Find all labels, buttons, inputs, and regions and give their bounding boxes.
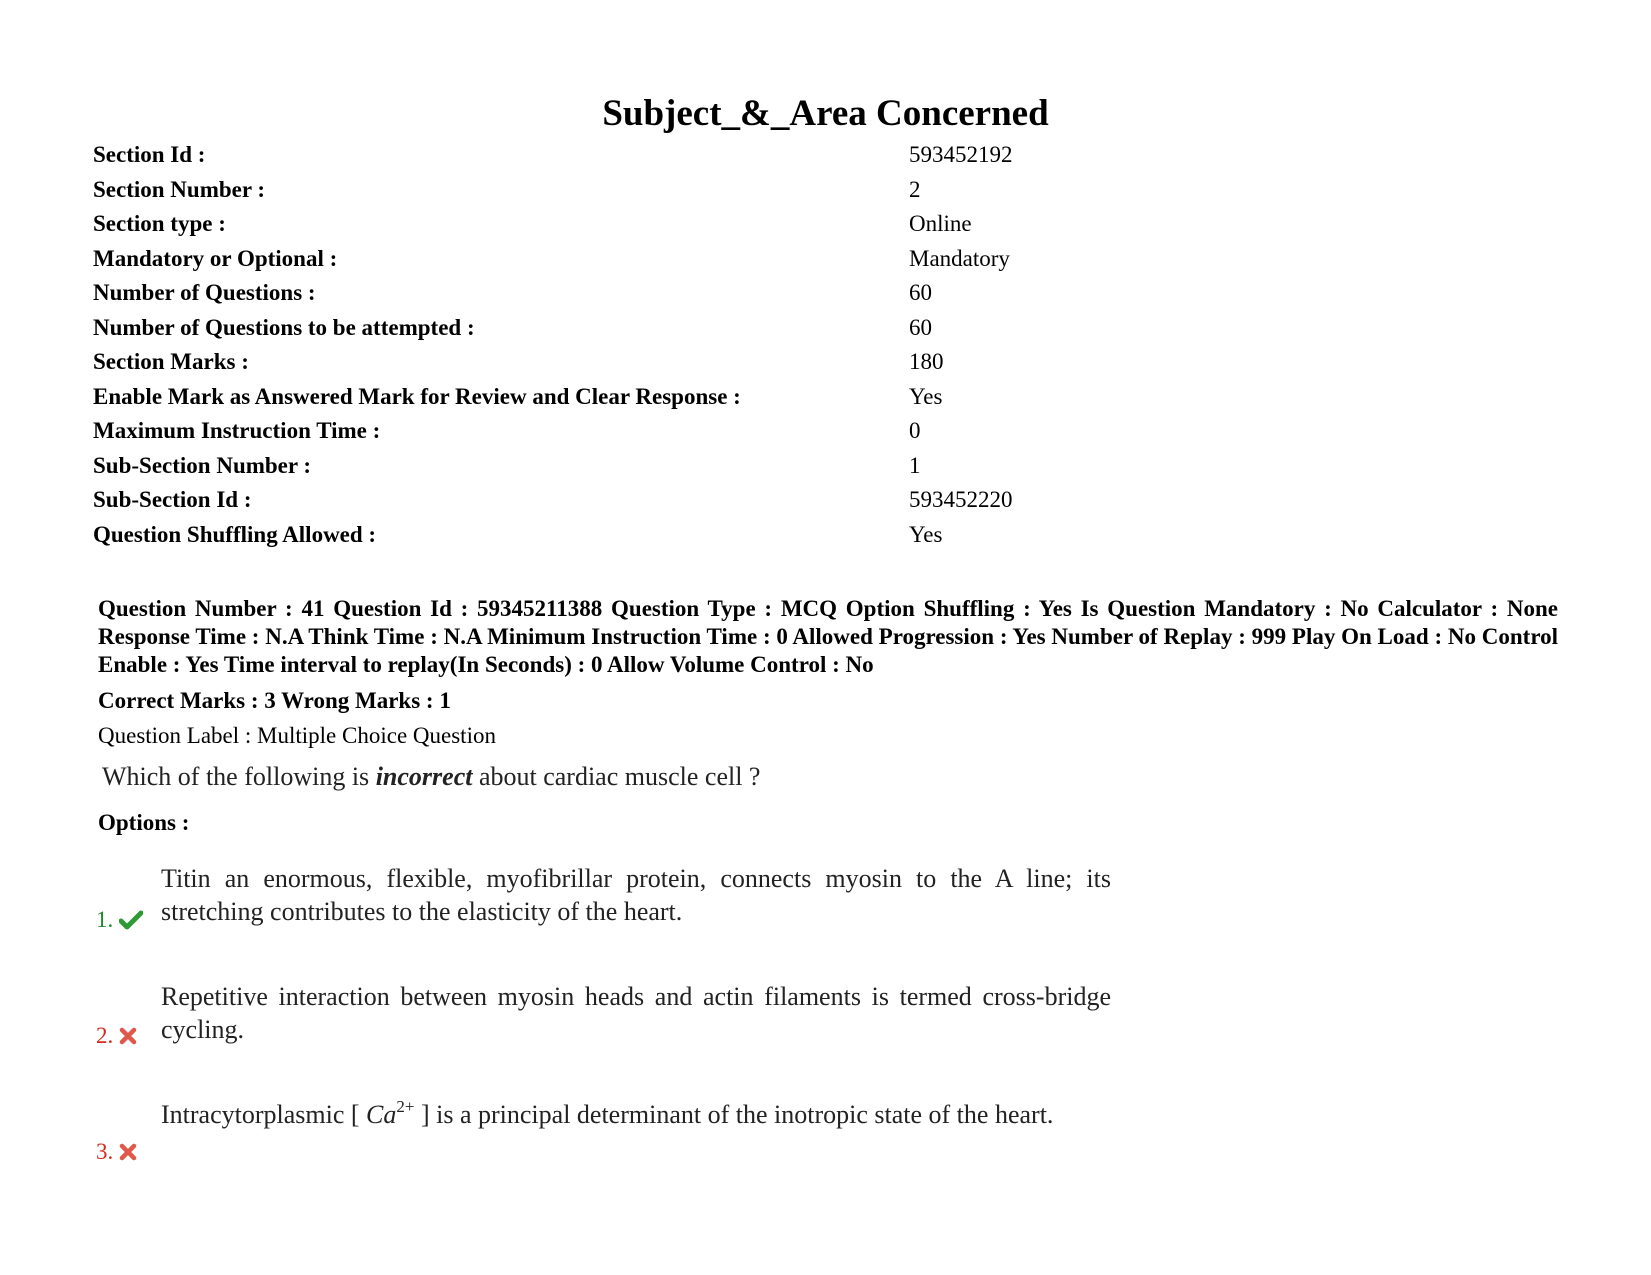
- cross-icon: [119, 1027, 137, 1045]
- options-heading: Options :: [98, 810, 190, 835]
- info-label: Section Marks :: [93, 349, 249, 374]
- info-row: [93, 416, 1093, 451]
- info-label: Number of Questions to be attempted :: [93, 314, 475, 340]
- info-value: Mandatory: [909, 245, 1010, 271]
- option-text-after: ] is a principal determinant of the inotropic state of the heart.: [420, 1100, 1054, 1129]
- question-text: [102, 760, 760, 794]
- option-text: Titin an enormous, flexible, myofibrillar protein, connects myosin to the A line; its stretching contributes to the elasticity of the heart.: [161, 864, 1111, 926]
- info-row: [93, 209, 1093, 244]
- option-number: 3.: [96, 1139, 114, 1164]
- option-text: [161, 1090, 1111, 1131]
- info-label: Section type :: [93, 211, 226, 236]
- info-row: [93, 278, 1093, 313]
- option-number: 2.: [96, 1023, 114, 1048]
- info-value: 0: [909, 418, 921, 443]
- option-marker: [96, 1022, 137, 1050]
- question-marks: Correct Marks : 3 Wrong Marks : 1: [98, 688, 451, 713]
- info-value: 180: [909, 349, 944, 374]
- question-text-before: Which of the following is: [102, 762, 376, 791]
- info-row: [93, 485, 1093, 520]
- info-value: Online: [909, 211, 972, 236]
- info-row: [93, 347, 1093, 382]
- calcium-ion: Ca: [366, 1100, 397, 1129]
- option-text: Repetitive interaction between myosin heads and actin filaments is termed cross-bridge cycling.: [161, 982, 1111, 1044]
- info-row: [93, 382, 1093, 417]
- info-value: 1: [909, 452, 921, 478]
- info-row: [93, 520, 1093, 555]
- info-row: [93, 140, 1093, 175]
- info-label: Maximum Instruction Time :: [93, 418, 381, 443]
- info-value: 2: [909, 176, 921, 202]
- option-marker: [96, 1138, 137, 1166]
- option-marker: [96, 906, 143, 934]
- info-row: [93, 451, 1093, 486]
- info-value: Yes: [909, 521, 943, 547]
- option-2: [96, 980, 1136, 1070]
- info-label: Sub-Section Id :: [93, 487, 252, 512]
- info-row: [93, 175, 1093, 210]
- info-value: 593452220: [909, 487, 1013, 512]
- question-text-emphasis: incorrect: [375, 762, 473, 791]
- question-label: Question Label : Multiple Choice Question: [98, 723, 496, 748]
- info-label: Enable Mark as Answered Mark for Review and Clear Response :: [93, 383, 741, 409]
- option-3: [96, 1090, 1136, 1190]
- info-value: 593452192: [909, 142, 1013, 167]
- info-label: Section Id :: [93, 142, 206, 167]
- check-icon: [119, 910, 143, 930]
- option-text-before: Intracytorplasmic [: [161, 1100, 360, 1129]
- info-value: 60: [909, 314, 932, 340]
- info-label: Number of Questions :: [93, 280, 316, 305]
- question-metadata: Question Number : 41 Question Id : 59345211388 Question Type : MCQ Option Shuffling : Yes Is Question Mandatory : No Calculator : None Response Time : N.A Think Time : N.A Minimum Instruction Time : 0 Allowed Progression : Yes Number of Replay : 999 Play On Load : No Control Enable : Yes Time interval to replay(In Seconds) : 0 Allow Volume Control : No: [98, 596, 1558, 677]
- info-label: Sub-Section Number :: [93, 452, 312, 478]
- info-row: [93, 244, 1093, 279]
- info-label: Mandatory or Optional :: [93, 245, 338, 271]
- cross-icon: [119, 1143, 137, 1161]
- option-number: 1.: [96, 907, 114, 932]
- page-title: Subject_&_Area Concerned: [602, 93, 1049, 134]
- info-label: Section Number :: [93, 176, 266, 202]
- info-value: 60: [909, 280, 932, 305]
- section-info-table: [93, 140, 1093, 554]
- option-1: [96, 862, 1136, 952]
- info-label: Question Shuffling Allowed :: [93, 521, 377, 547]
- ion-charge: 2+: [396, 1097, 415, 1116]
- info-value: Yes: [909, 383, 943, 409]
- question-text-after: about cardiac muscle cell ?: [472, 762, 761, 791]
- info-row: [93, 313, 1093, 348]
